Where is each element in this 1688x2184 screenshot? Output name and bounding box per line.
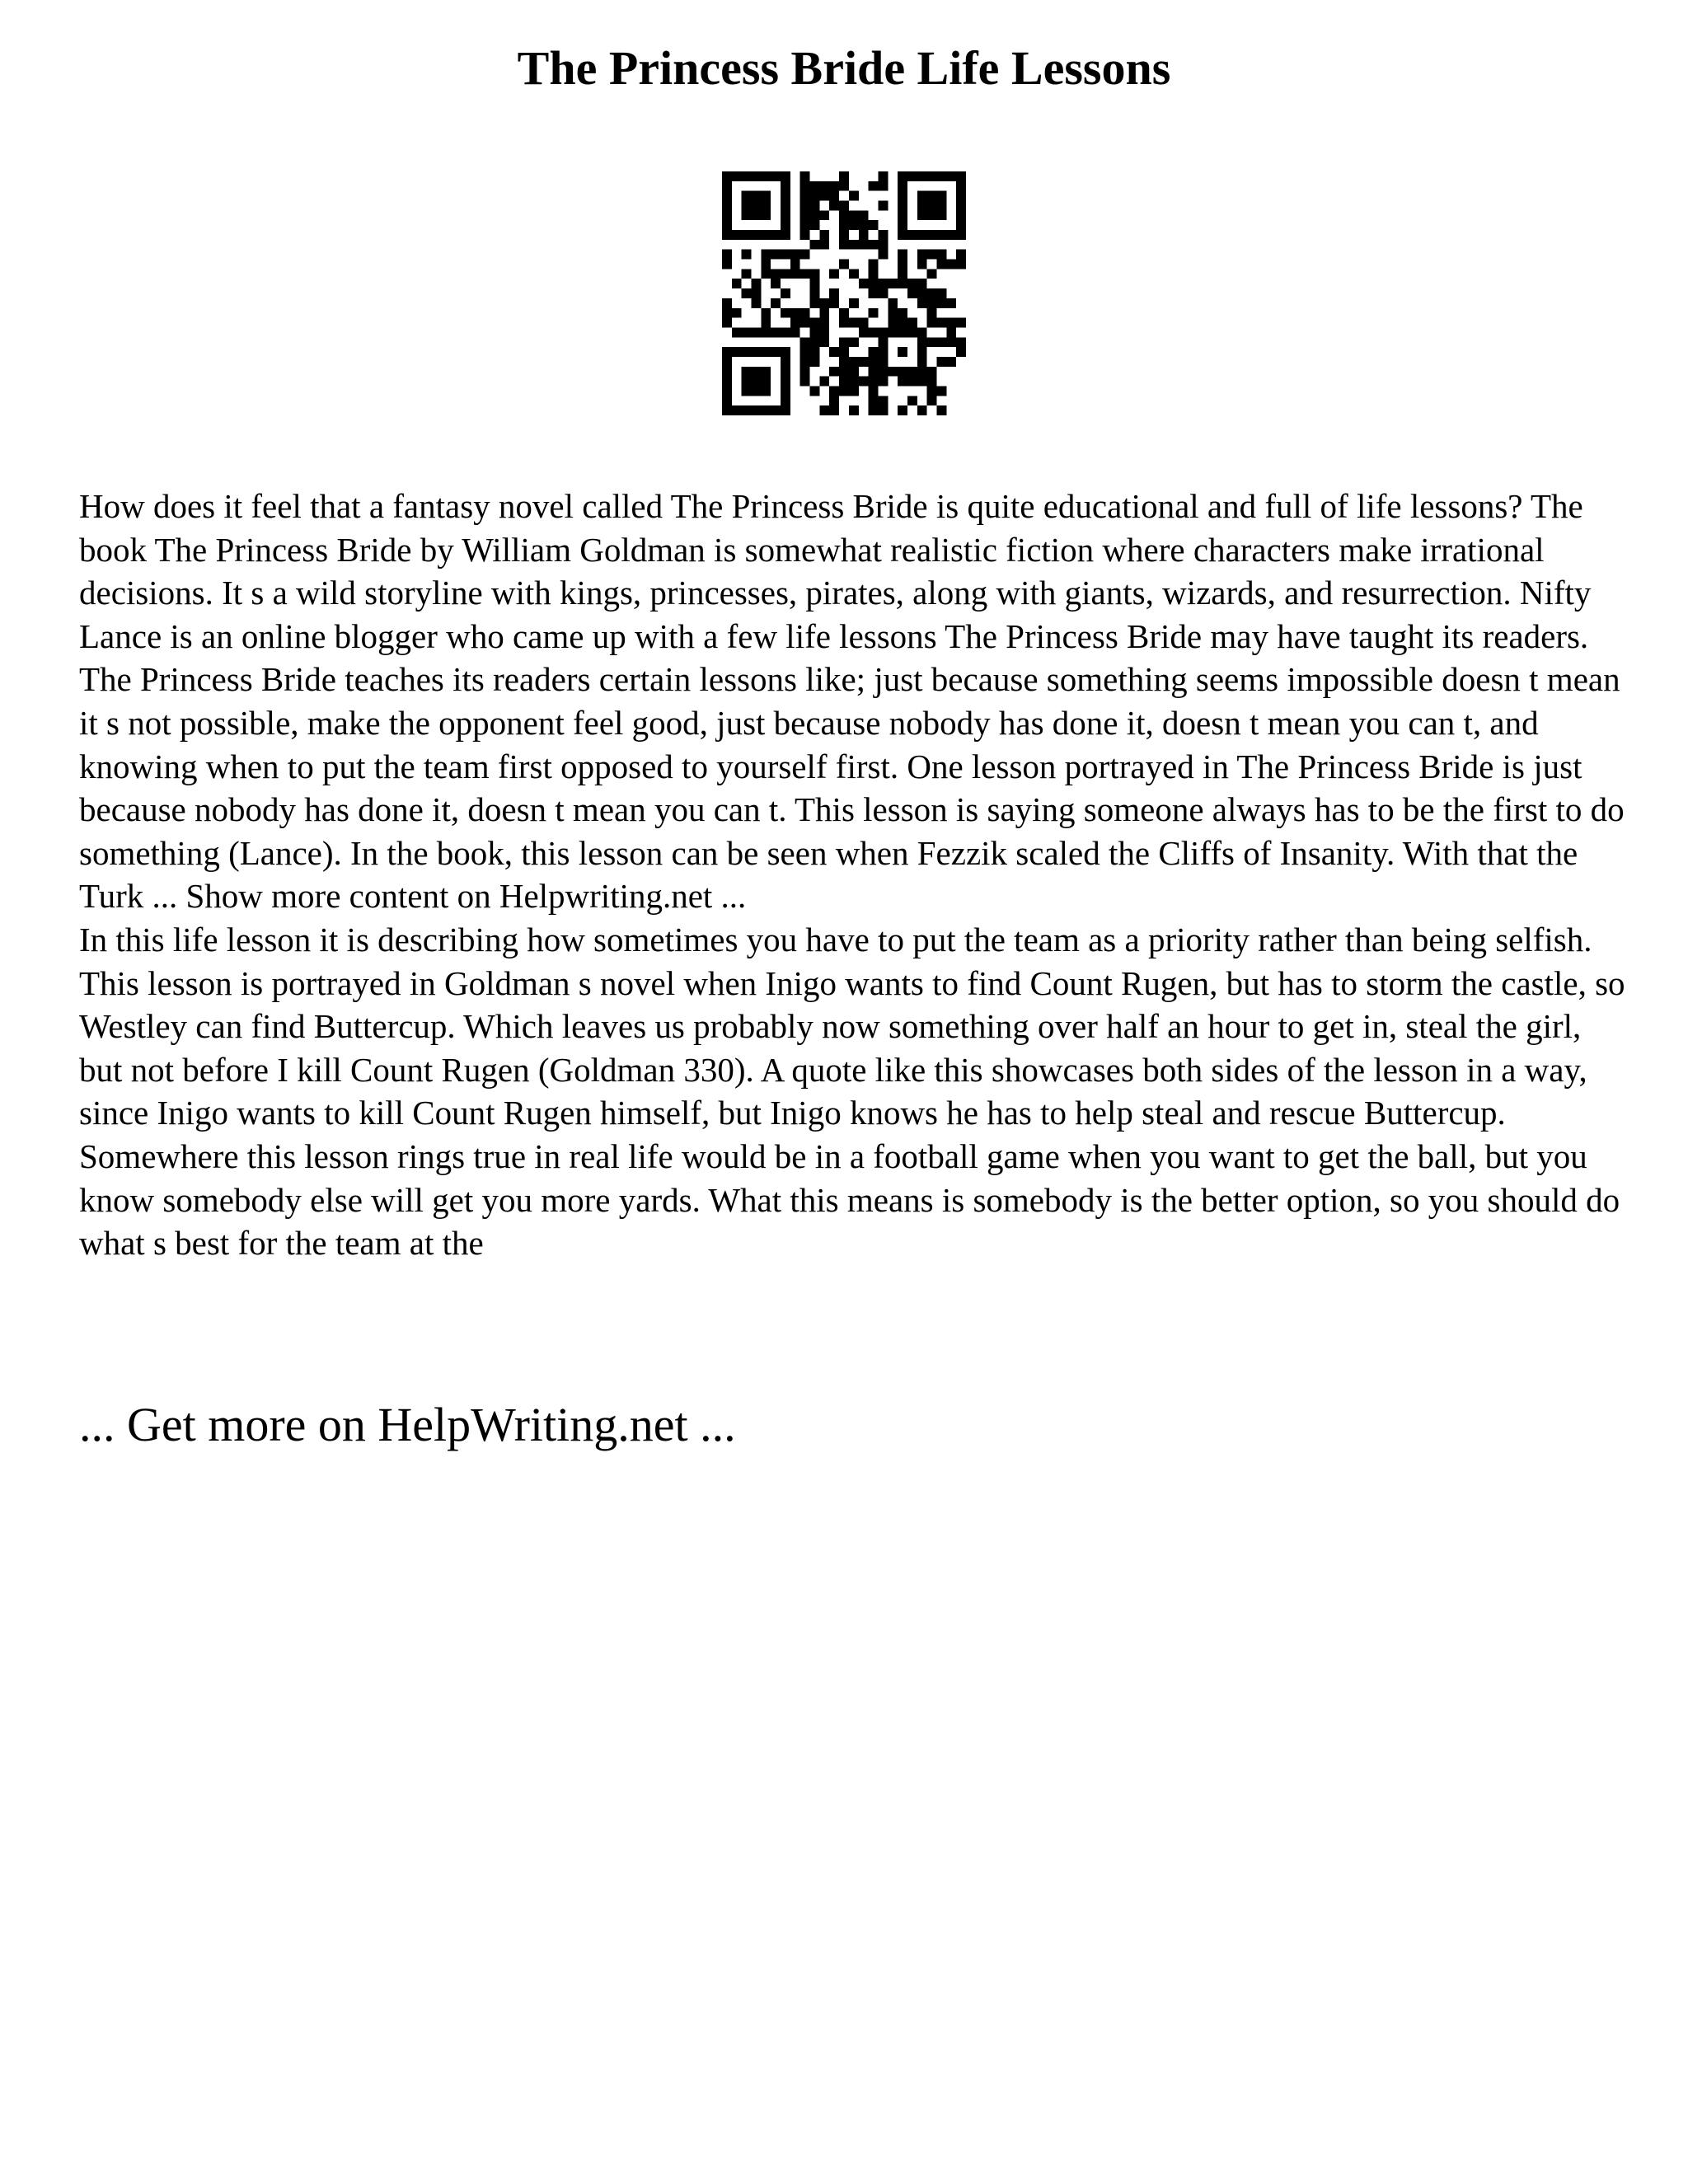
qr-code-icon	[722, 171, 966, 415]
page-title: The Princess Bride Life Lessons	[517, 41, 1171, 95]
get-more-link[interactable]: ... Get more on HelpWriting.net ...	[79, 1398, 736, 1451]
body-text	[79, 485, 1629, 1265]
paragraph-2: In this life lesson it is describing how sometimes you have to put the team as a priority rather than being selfish. This lesson is portrayed in Goldman s novel when Inigo wants to find Count Rugen, but has to storm the castle, so Westley can find Buttercup. Which leaves us probably now something over half an hour to get in, steal the girl, but not before I kill Count Rugen (Goldman 330). A quote like this showcases both sides of the lesson in a way, since Inigo wants to kill Count Rugen himself, but Inigo knows he has to help steal and rescue Buttercup. Somewhere this lesson rings true in real life would be in a football game when you want to get the ball, but you know somebody else will get you more yards. What this means is somebody is the better option, so you should do what s best for the team at the	[79, 920, 1625, 1263]
paragraph-1: How does it feel that a fantasy novel called The Princess Bride is quite educational and full of life lessons? The book The Princess Bride by William Goldman is somewhat realistic fiction where characters make irrational decisions. It s a wild storyline with kings, princesses, pirates, along with giants, wizards, and resurrection. Nifty Lance is an online blogger who came up with a few life lessons The Princess Bride may have taught its readers. The Princess Bride teaches its readers certain lessons like; just because something seems impossible doesn t mean it s not possible, make the opponent feel good, just because nobody has done it, doesn t mean you can t, and knowing when to put the team first opposed to yourself first. One lesson portrayed in The Princess Bride is just because nobody has done it, doesn t mean you can t. This lesson is saying someone always has to be the first to do something (Lance). In the book, this lesson can be seen when Fezzik scaled the Cliffs of Insanity. With that the Turk ... Show more content on Helpwriting.net ...	[79, 487, 1625, 916]
